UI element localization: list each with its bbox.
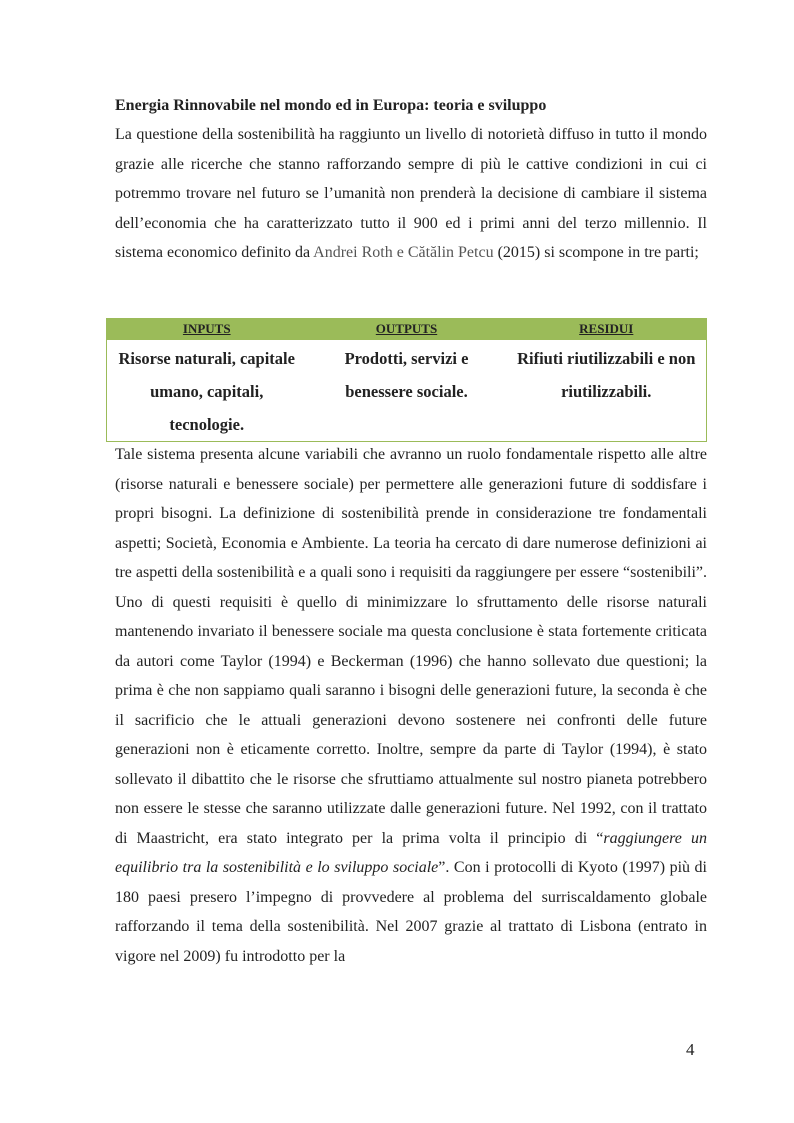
- page-number: 4: [686, 1040, 695, 1059]
- table-header-inputs: INPUTS: [107, 318, 307, 340]
- table-header-row: [107, 318, 707, 340]
- table-header-residui: RESIDUI: [507, 318, 707, 340]
- body-quote: raggiungere un equilibrio tra la sostenibilità e lo sviluppo sociale: [115, 829, 707, 876]
- table-row: [107, 340, 707, 442]
- section-heading: Energia Rinnovabile nel mondo ed in Europa: teoria e sviluppo: [115, 97, 547, 114]
- body-text-after: ”. Con i protocolli di Kyoto (1997) più di 180 paesi presero l’impegno di provvedere al problema del surriscaldamento globale rafforzando il tema della sostenibilità. Nel 2007 grazie al trattato di Lisbona (entrato in vigore nel 2009) fu introdotto per la: [115, 859, 708, 965]
- intro-text-before: La questione della sostenibilità ha raggiunto un livello di notorietà diffuso in tutto il mondo grazie alle ricerche che stanno rafforzando sempre di più le cattive condizioni in cui ci potremmo trovare nel futuro se l’umanità non prenderà la decisione di cambiare il sistema dell’economia che ha caratterizzato tutto il 900 ed i primi anni del terzo millennio. Il sistema economico definito da: [115, 126, 707, 261]
- table-cell-outputs: Prodotti, servizi e benessere sociale.: [344, 349, 469, 401]
- table-cell-residui: Rifiuti riutilizzabili e non riutilizzabili.: [517, 349, 696, 401]
- table-cell-inputs: Risorse naturali, capitale umano, capitali, tecnologie.: [118, 349, 295, 434]
- intro-text-after: (2015) si scompone in tre parti;: [493, 244, 699, 261]
- intro-paragraph: [115, 120, 707, 268]
- body-paragraph: [115, 440, 707, 971]
- body-text-before: Tale sistema presenta alcune variabili che avranno un ruolo fondamentale rispetto alle altre (risorse naturali e benessere sociale) per permettere alle generazioni future di soddisfare i propri bisogni. La definizione di sostenibilità prende in considerazione tre fondamentali aspetti; Società, Economia e Ambiente. La teoria ha cercato di dare numerose definizioni ai tre aspetti della sostenibilità e a quali sono i requisiti da raggiungere per essere “sostenibili”. Uno di questi requisiti è quello di minimizzare lo sfruttamento delle risorse naturali mantenendo invariato il benessere sociale ma questa conclusione è stata fortemente criticata da autori come Taylor (1994) e Beckerman (1996) che hanno sollevato due questioni; la prima è che non sappiamo quali saranno i bisogni delle generazioni future, la seconda è che il sacrificio che le attuali generazioni devono sostenere nei confronti delle future generazioni non è eticamente corretto. Inoltre, sempre da parte di Taylor (1994), è stato sollevato il dibattito che le risorse che sfruttiamo attualmente sul nostro pianeta potrebbero non essere le stesse che saranno utilizzate dalle generazioni future. Nel 1992, con il trattato di Maastricht, era stato integrato per la prima volta il principio di “: [115, 446, 707, 847]
- economic-system-table: [106, 318, 707, 442]
- table-header-outputs: OUTPUTS: [307, 318, 507, 340]
- intro-citation: Andrei Roth e Cătălin Petcu: [313, 244, 494, 261]
